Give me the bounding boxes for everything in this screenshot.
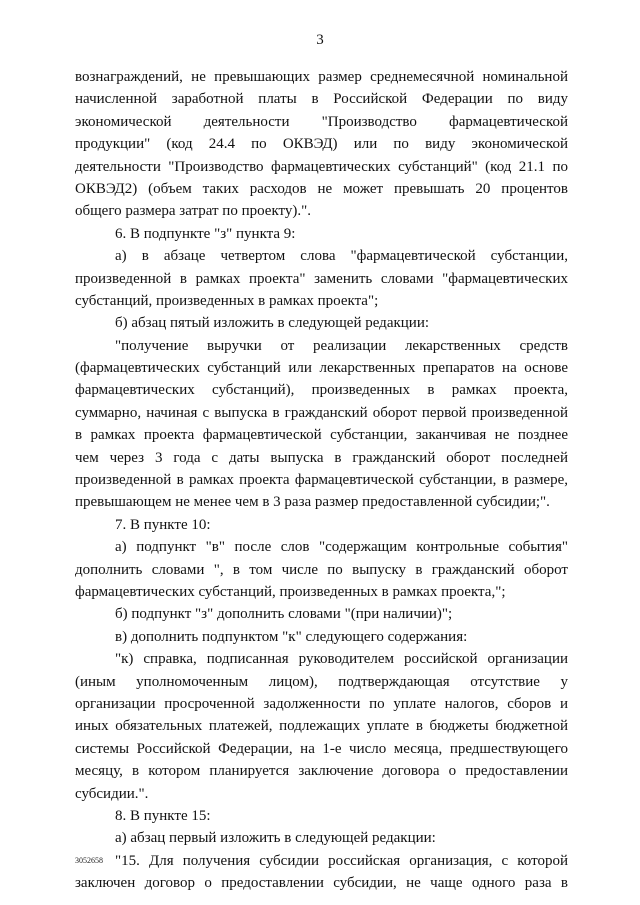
text-line: заключен договор о предоставлении субсидии, не чаще одного раза в [75, 875, 568, 892]
text-line: продукции" (код 24.4 по ОКВЭД) или по виду экономической [75, 136, 568, 153]
text-line: а) абзац первый изложить в следующей редакции: [115, 830, 436, 847]
document-body [75, 66, 568, 894]
text-line: общего размера затрат по проекту).". [75, 203, 312, 220]
text-line: произведенной в рамках проекта" заменить словами "фармацевтических [75, 270, 568, 287]
page-number: 3 [316, 32, 324, 48]
text-line: дополнить словами ", в том числе по выпуску в гражданский оборот [75, 561, 568, 578]
text-line: в) дополнить подпунктом "к" следующего содержания: [115, 628, 468, 645]
text-line: "15. Для получения субсидии российская организация, с которой [115, 852, 568, 869]
text-line: деятельности "Производство фармацевтических субстанций" (код 21.1 по [75, 158, 568, 175]
text-line: б) подпункт "з" дополнить словами "(при наличии)"; [115, 606, 453, 623]
text-line: начисленной заработной платы в Российской Федерации по виду [75, 91, 568, 108]
text-line: иных обязательных платежей, подлежащих уплате в бюджеты бюджетной [75, 718, 568, 735]
text-line: "к) справка, подписанная руководителем российской организации [115, 651, 568, 668]
text-line: 8. В пункте 15: [115, 807, 211, 824]
text-line: а) в абзаце четвертом слова "фармацевтической субстанции, [115, 248, 568, 265]
text-line: (иным уполномоченным лицом), подтверждающая отсутствие у [75, 673, 568, 690]
text-line: субстанций, произведенных в рамках проекта"; [75, 292, 379, 309]
text-line: 7. В пункте 10: [115, 516, 211, 533]
text-line: экономической деятельности "Производство фармацевтической [75, 113, 568, 130]
text-line: чем через 3 года с даты выпуска в гражданский оборот последней [75, 449, 568, 466]
text-line: суммарно, начиная с выпуска в гражданский оборот первой произведенной [75, 404, 568, 421]
text-line: фармацевтических субстанций), произведенных в рамках проекта, [75, 382, 568, 399]
text-line: месяцу, в котором планируется заключение договора о предоставлении [75, 763, 568, 780]
text-line: произведенной в рамках проекта фармацевтической субстанции, в размере, [75, 472, 568, 489]
text-line: "получение выручки от реализации лекарственных средств [115, 337, 568, 354]
text-line: ОКВЭД2) (объем таких расходов не может превышать 20 процентов [75, 180, 568, 197]
text-line: вознаграждений, не превышающих размер среднемесячной номинальной [75, 69, 568, 85]
text-line: фармацевтических субстанций, произведенных в рамках проекта,"; [75, 583, 506, 600]
document-code: 3052658 [75, 856, 103, 865]
text-line: 6. В подпункте "з" пункта 9: [115, 225, 296, 242]
text-line: организации просроченной задолженности по уплате налогов, сборов и [75, 695, 568, 712]
text-line: (фармацевтических субстанций или лекарственных препаратов на основе [75, 360, 568, 377]
text-line: системы Российской Федерации, на 1-е число месяца, предшествующего [75, 740, 568, 757]
text-line: в рамках проекта фармацевтической субстанции, заканчивая не позднее [75, 427, 568, 444]
text-line: б) абзац пятый изложить в следующей редакции: [115, 315, 430, 332]
text-line: превышающем не менее чем в 3 раза размер предоставленной субсидии;". [75, 494, 550, 511]
text-line: а) подпункт "в" после слов "содержащим контрольные события" [115, 539, 568, 556]
text-line: субсидии.". [75, 785, 149, 802]
